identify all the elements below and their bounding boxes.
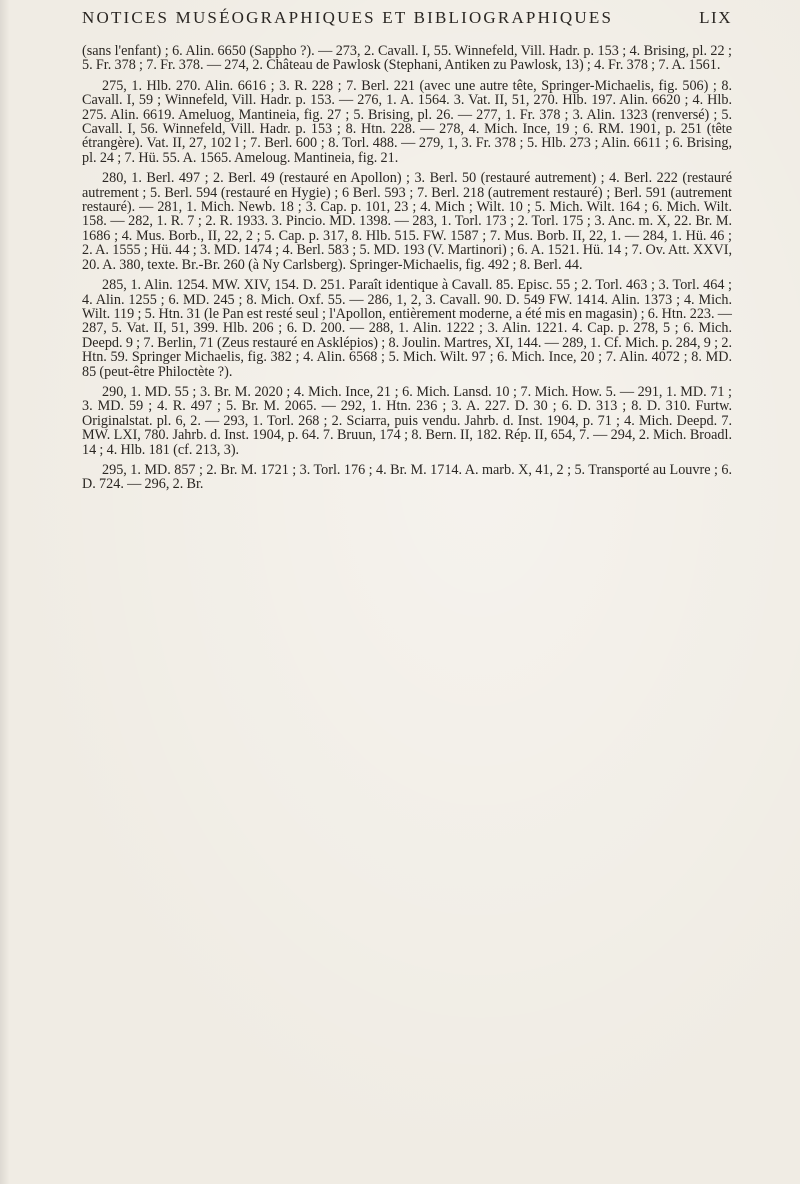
entry-paragraph: (sans l'enfant) ; 6. Alin. 6650 (Sappho ?). — 273, 2. Cavall. I, 55. Winnefeld, Vill. Hadr. p. 153 ; 4. Brising, pl. 22 ; 5. Fr. 378 ; 7. Fr. 378. — 274, 2. Château de Pawlosk (Stephani, Antiken zu Pawlosk, 13) ; 4. Fr. 378 ; 7. A. 1561.: [82, 43, 732, 74]
page-number: LIX: [699, 8, 732, 27]
running-header: [82, 8, 732, 32]
running-title: NOTICES MUSÉOGRAPHIQUES ET BIBLIOGRAPHIQUES: [82, 8, 614, 27]
binding-shadow: [0, 0, 10, 1184]
entry-paragraph: 285, 1. Alin. 1254. MW. XIV, 154. D. 251. Paraît identique à Cavall. 85. Episc. 55 ; 2. Torl. 463 ; 3. Torl. 464 ; 4. Alin. 1255 ; 6. MD. 245 ; 8. Mich. Oxf. 55. — 286, 1, 2, 3. Cavall. 90. D. 549 FW. 1414. Alin. 1373 ; 4. Mich. Wilt. 119 ; 5. Htn. 31 (le Pan est resté seul ; l'Apollon, entièrement moderne, a été mis en magasin) ; 6. Htn. 223. — 287, 5. Vat. II, 51, 399. Hlb. 206 ; 6. D. 200. — 288, 1. Alin. 1222 ; 3. Alin. 1221. 4. Cap. p. 278, 5 ; 6. Mich. Deepd. 9 ; 7. Berlin, 71 (Zeus restauré en Asklépios) ; 8. Joulin. Martres, XI, 144. — 289, 1. Cf. Mich. p. 284, 9 ; 2. Htn. 59. Springer Michaelis, fig. 382 ; 4. Alin. 6568 ; 5. Mich. Wilt. 97 ; 6. Mich. Ince, 20 ; 7. Alin. 4072 ; 8. MD. 85 (peut-être Philoctète ?).: [82, 277, 732, 380]
entry-paragraph: 290, 1. MD. 55 ; 3. Br. M. 2020 ; 4. Mich. Ince, 21 ; 6. Mich. Lansd. 10 ; 7. Mich. How. 5. — 291, 1. MD. 71 ; 3. MD. 59 ; 4. R. 497 ; 5. Br. M. 2065. — 292, 1. Htn. 236 ; 3. A. 227. D. 30 ; 6. D. 313 ; 8. D. 310. Furtw. Originalstat. pl. 6, 2. — 293, 1. Torl. 268 ; 2. Sciarra, puis vendu. Jahrb. d. Inst. 1904, p. 71 ; 4. Mich. Deepd. 7. MW. LXI, 780. Jahrb. d. Inst. 1904, p. 64. 7. Bruun, 174 ; 8. Bern. II, 182. Rép. II, 654, 7. — 294, 2. Mich. Broadl. 14 ; 4. Hlb. 181 (cf. 213, 3).: [82, 383, 732, 458]
entry-paragraph: 295, 1. MD. 857 ; 2. Br. M. 1721 ; 3. Torl. 176 ; 4. Br. M. 1714. A. marb. X, 41, 2 ; 5. Transporté au Louvre ; 6. D. 724. — 296, 2. Br.: [82, 461, 732, 493]
entry-paragraph: 275, 1. Hlb. 270. Alin. 6616 ; 3. R. 228 ; 7. Berl. 221 (avec une autre tête, Springer-Michaelis, fig. 506) ; 8. Cavall. I, 59 ; Winnefeld, Vill. Hadr. p. 153. — 276, 1. A. 1564. 3. Vat. II, 51, 270. Hlb. 197. Alin. 6620 ; 4. Hlb. 275. Alin. 6619. Ameluog, Mantineia, fig. 27 ; 5. Brising, pl. 26. — 277, 1. Fr. 378 ; 3. Alin. 1323 (renversé) ; 5. Cavall. I, 56. Winnefeld, Vill. Hadr. p. 153 ; 8. Htn. 228. — 278, 4. Mich. Ince, 19 ; 6. RM. 1901, p. 251 (tête étrangère). Vat. II, 27, 102 l ; 7. Berl. 600 ; 8. Torl. 488. — 279, 1, 3. Fr. 378 ; 5. Hlb. 273 ; Alin. 6611 ; 6. Brising, pl. 24 ; 7. Hü. 55. A. 1565. Ameloug. Mantineia, fig. 21.: [82, 77, 732, 166]
notices-body: [82, 44, 732, 498]
entry-paragraph: 280, 1. Berl. 497 ; 2. Berl. 49 (restauré en Apollon) ; 3. Berl. 50 (restauré autrement) ; 4. Berl. 222 (restauré autrement ; 5. Berl. 594 (restauré en Hygie) ; 6 Berl. 593 ; 7. Berl. 218 (autrement restauré) ; Berl. 591 (autrement restauré). — 281, 1. Mich. Newb. 18 ; 3. Cap. p. 101, 23 ; 4. Mich ; Wilt. 10 ; 5. Mich. Wilt. 164 ; 6. Mich. Wilt. 158. — 282, 1. R. 7 ; 2. R. 1933. 3. Pincio. MD. 1398. — 283, 1. Torl. 173 ; 2. Torl. 175 ; 3. Anc. m. X, 22. Br. M. 1686 ; 4. Mus. Borb., II, 22, 2 ; 5. Cap. p. 317, 8. Hlb. 515. FW. 1587 ; 7. Mus. Borb. II, 22, 1. — 284, 1. Hü. 46 ; 2. A. 1555 ; Hü. 44 ; 3. MD. 1474 ; 4. Berl. 583 ; 5. MD. 193 (V. Martinori) ; 6. A. 1521. Hü. 14 ; 7. Ov. Att. XXVI, 20. A. 380, texte. Br.-Br. 260 (à Ny Carlsberg). Springer-Michaelis, fig. 492 ; 8. Berl. 44.: [82, 170, 732, 273]
